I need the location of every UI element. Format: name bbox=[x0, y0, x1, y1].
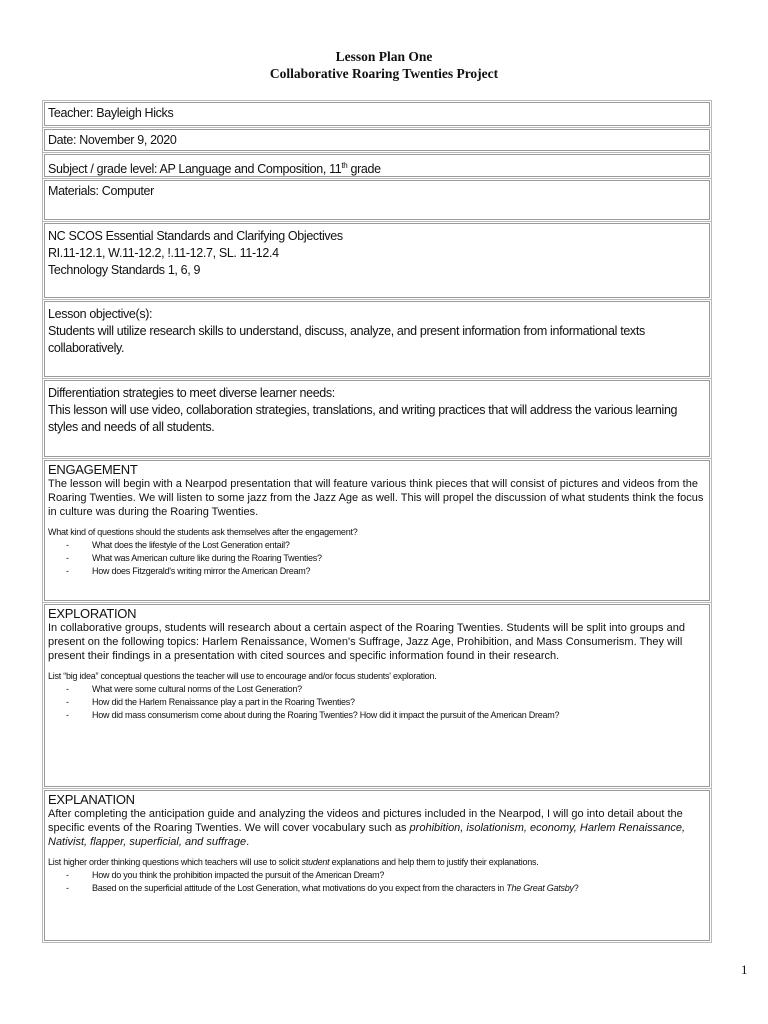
exploration-section bbox=[44, 604, 710, 787]
book-title: The Great Gatsby bbox=[506, 883, 574, 893]
document-subtitle: Collaborative Roaring Twenties Project bbox=[269, 66, 499, 81]
question-end: ? bbox=[573, 883, 579, 893]
teacher-text: Teacher: Bayleigh Hicks bbox=[48, 106, 174, 120]
vocabulary-terms: prohibition, isolationism, economy, Harlem Renaissance, Nativist, flapper, superficial, and suffrage bbox=[48, 822, 686, 848]
materials-text: Materials: Computer bbox=[48, 184, 154, 198]
explanation-heading: EXPLANATION bbox=[48, 792, 135, 807]
teacher-row bbox=[44, 102, 710, 126]
document-title: Lesson Plan One bbox=[335, 49, 433, 64]
date-text: Date: November 9, 2020 bbox=[48, 133, 177, 147]
standards-codes: RI.11-12.1, W.11-12.2, !.11-12.7, SL. 11-12.4 bbox=[48, 246, 279, 260]
list-item: - What were some cultural norms of the Lost Generation? bbox=[66, 683, 709, 696]
objective-row bbox=[44, 301, 710, 377]
list-item: - How do you think the prohibition impacted the pursuit of the American Dream? bbox=[66, 869, 709, 882]
question-text: Based on the superficial attitude of the Lost Generation, what motivations do you expect from the characters in bbox=[92, 883, 507, 893]
list-item: - How did the Harlem Renaissance play a part in the Roaring Twenties? bbox=[66, 696, 709, 709]
standards-heading: NC SCOS Essential Standards and Clarifying Objectives bbox=[48, 229, 343, 243]
subject-text: Subject / grade level: AP Language and Composition, 11 bbox=[48, 162, 342, 177]
list-item: - How does Fitzgerald's writing mirror the American Dream? bbox=[66, 565, 709, 578]
explanation-questions bbox=[45, 869, 709, 895]
exploration-questions bbox=[45, 683, 709, 722]
explanation-text bbox=[45, 807, 709, 849]
exploration-prompt: List “big idea” conceptual questions the teacher will use to encourage and/or focus students' exploration. bbox=[48, 671, 437, 681]
engagement-section bbox=[44, 460, 710, 601]
materials-row bbox=[44, 180, 710, 220]
list-item bbox=[66, 882, 709, 895]
objective-label: Lesson objective(s): bbox=[48, 307, 153, 321]
date-row bbox=[44, 129, 710, 151]
exploration-heading: EXPLORATION bbox=[48, 606, 137, 621]
subject-superscript: th bbox=[341, 161, 348, 170]
engagement-text: The lesson will begin with a Nearpod presentation that will feature various think pieces that will consist of pictures and videos from the Roaring Twenties. We will listen to some jazz from the Jazz Age as well. This will propel the discussion of what students think the focus in culture was during the Roaring Twenties. bbox=[48, 478, 704, 518]
differentiation-text: This lesson will use video, collaboration strategies, translations, and writing practices that will address the various learning styles and needs of all students. bbox=[48, 403, 678, 434]
exploration-text: In collaborative groups, students will research about a certain aspect of the Roaring Twenties. Students will be split into groups and present on the following topics: Harlem Renaissance, Women's Suffrage, Jazz Age, Prohibition, and Mass Consumerism. They will present their findings in a presentation with cited sources and specific information found in their research. bbox=[48, 622, 685, 662]
differentiation-row bbox=[44, 380, 710, 457]
technology-standards: Technology Standards 1, 6, 9 bbox=[48, 263, 201, 277]
explanation-text-start: After completing the anticipation guide and analyzing the videos and pictures included in the Nearpod, I will go into detail about the specific events of the Roaring Twenties. We will cover vocabulary such as bbox=[48, 808, 683, 834]
explanation-prompt-student: student bbox=[301, 857, 330, 867]
objective-text: Students will utilize research skills to understand, discuss, analyze, and present information from informational texts collaboratively. bbox=[48, 324, 645, 355]
engagement-questions bbox=[45, 539, 709, 578]
explanation-prompt-start: List higher order thinking questions which teachers will use to solicit bbox=[48, 857, 302, 867]
engagement-prompt: What kind of questions should the students ask themselves after the engagement? bbox=[48, 527, 358, 537]
list-item: - What does the lifestyle of the Lost Generation entail? bbox=[66, 539, 709, 552]
explanation-section bbox=[44, 790, 710, 941]
explanation-prompt-end: explanations and help them to justify their explanations. bbox=[329, 857, 539, 867]
explanation-text-end: . bbox=[246, 836, 250, 848]
list-item: - How did mass consumerism come about during the Roaring Twenties? How did it impact the pursuit of the American Dream? bbox=[66, 709, 709, 722]
subject-suffix: grade bbox=[347, 162, 381, 177]
subject-row bbox=[44, 154, 710, 177]
list-item: - What was American culture like during the Roaring Twenties? bbox=[66, 552, 709, 565]
differentiation-label: Differentiation strategies to meet diverse learner needs: bbox=[48, 386, 335, 400]
engagement-heading: ENGAGEMENT bbox=[48, 462, 138, 477]
standards-row bbox=[44, 223, 710, 298]
page-number: 1 bbox=[741, 962, 748, 977]
explanation-prompt bbox=[45, 856, 709, 869]
